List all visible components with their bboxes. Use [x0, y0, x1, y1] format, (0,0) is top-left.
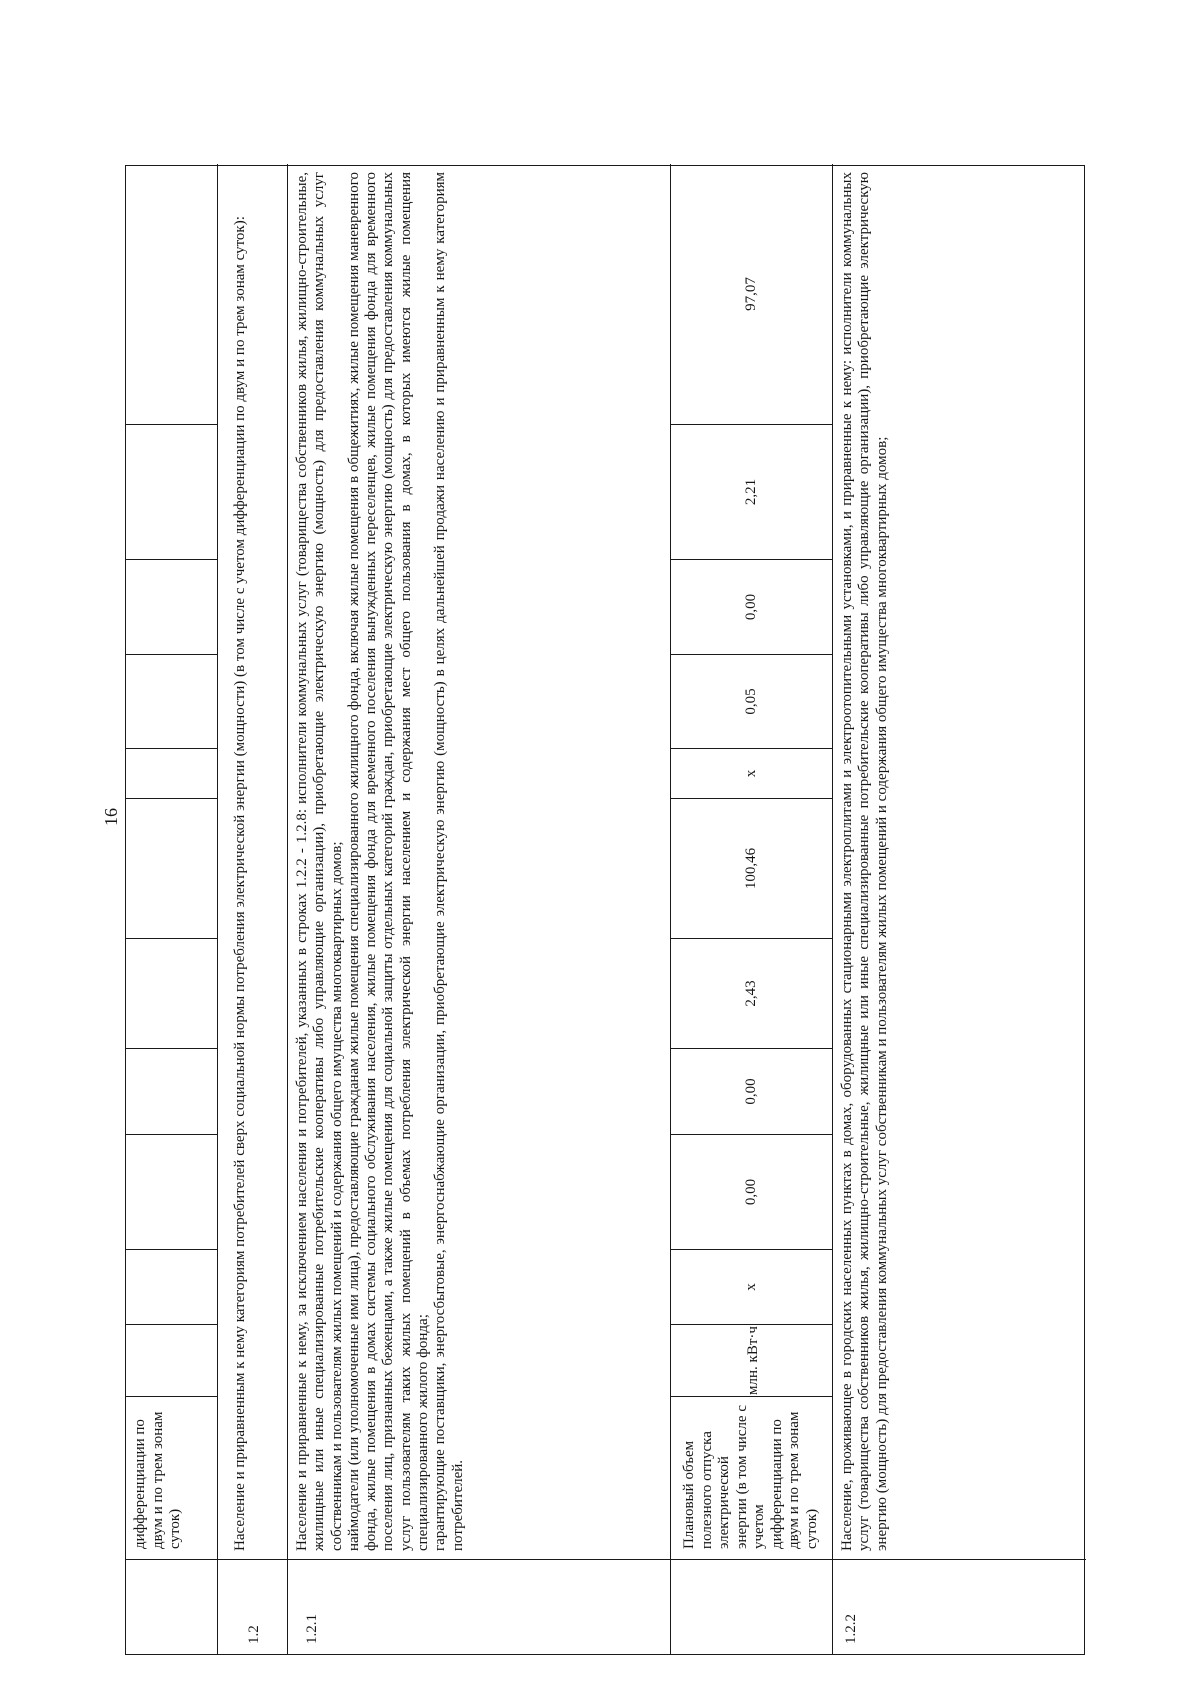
table-row-1-2	[218, 164, 288, 1654]
row-number: 1.2.2	[833, 1559, 1086, 1654]
unit-text: млн. кВт·ч	[744, 1326, 761, 1395]
value-cell	[126, 1134, 217, 1249]
value-cell	[671, 1249, 832, 1324]
value-cell	[126, 748, 217, 798]
value-cell	[126, 1048, 217, 1134]
table-row-plan-volume	[671, 164, 833, 1654]
value-cell	[126, 654, 217, 748]
row-description	[288, 164, 670, 1559]
value-cell	[671, 654, 832, 748]
unit-label	[671, 1324, 832, 1396]
paragraph: Население и приравненные к нему, за исключением населения и потребителей, указанных в строках 1.2.2 - 1.2.8: исполнители коммунальных услуг (товарищества собственников жилья, жилищно-строительные, жилищные или иные специализированные потребительские кооперативы либо управляющие организации), приобретающие электрическую энергию (мощность) для предоставления коммунальных услуг собственникам и пользователям жилых помещений и содержания общего имущества многоквартирных домов;	[294, 172, 345, 1551]
rotated-page-content	[125, 165, 1085, 1655]
value: 100,46	[742, 847, 759, 890]
paragraph: наймодатели (или уполномоченные ими лица), предоставляющие гражданам жилые помещения специализированного жилищного фонда, включая жилые помещения в общежитиях, жилые помещения маневренного фонда, жилые помещения в домах системы социального обслуживания населения, жилые помещения фонда для временного поселения вынужденных переселенцев, жилые помещения фонда для временного поселения лиц, признанных беженцами, а также жилые помещения для социальной защиты отдельных категорий граждан, приобретающие электрическую энергию (мощность) для предоставления коммунальных услуг пользователям таких жилых помещений в объемах потребления электрической энергии населением и содержания мест общего пользования в домах, в которых имеются жилые помещения специализированного жилого фонда;	[345, 172, 432, 1551]
value-cell	[671, 559, 832, 654]
row-description: Население и приравненным к нему категориям потребителей сверх социальной нормы потребления электрической энергии (мощности) (в том числе с учетом дифференциации по двум и по трем зонам суток):	[232, 216, 248, 1551]
value-cell	[126, 1249, 217, 1324]
value-cell	[126, 938, 217, 1048]
unit-cell	[126, 1324, 217, 1396]
row-number: 1.2.1	[288, 1559, 670, 1654]
value-cell	[126, 798, 217, 938]
num-cell	[126, 1559, 217, 1654]
value-cell	[671, 424, 832, 559]
value-cell	[126, 559, 217, 654]
row-number: 1.2	[218, 1559, 287, 1654]
value-cell	[126, 164, 217, 424]
paragraph: гарантирующие поставщики, энергосбытовые, энергоснабжающие организации, приобретающие электрическую энергию (мощность) в целях дальнейшей продажи населению и приравненным к нему категориям потребителей.	[432, 172, 466, 1551]
value: x	[742, 1283, 759, 1291]
table-row-1-2-2	[833, 164, 1086, 1654]
value: 0,00	[742, 593, 759, 621]
value: 0,00	[742, 1178, 759, 1206]
page-number: 16	[101, 808, 121, 826]
continuation-label: дифференциации по двум и по трем зонам суток)	[126, 1396, 217, 1559]
value-cell	[671, 1048, 832, 1134]
value-cell	[671, 798, 832, 938]
value: x	[742, 769, 759, 778]
value: 2,21	[742, 478, 759, 506]
table-row-continuation	[126, 164, 218, 1654]
value: 0,05	[742, 688, 759, 715]
num-cell	[671, 1559, 832, 1654]
plan-volume-label: Плановый объем полезного отпуска электрической энергии (в том числе с учетом дифференциации по двум и по трем зонам суток)	[671, 1396, 832, 1559]
value-cell	[671, 938, 832, 1048]
value-cell	[671, 748, 832, 798]
table-row-1-2-1	[288, 164, 671, 1654]
row-description: Население, проживающее в городских населенных пунктах в домах, оборудованных стационарными электроплитами и электроотопительными установками, и приравненные к нему: исполнители коммунальных услуг (товарищества собственников жилья, жилищно-строительные, жилищные или иные специализированные потребительские кооперативы либо управляющие организации), приобретающие электрическую энергию (мощность) для предоставления коммунальных услуг собственникам и пользователям жилых помещений и содержания общего имущества многоквартирных домов;	[839, 172, 890, 1551]
value: 2,43	[742, 980, 759, 1007]
value: 97,07	[742, 277, 759, 311]
value-cell	[671, 1134, 832, 1249]
value-cell	[671, 164, 832, 424]
value-cell	[126, 424, 217, 559]
tariff-table	[125, 165, 1085, 1655]
value: 0,00	[742, 1078, 759, 1105]
